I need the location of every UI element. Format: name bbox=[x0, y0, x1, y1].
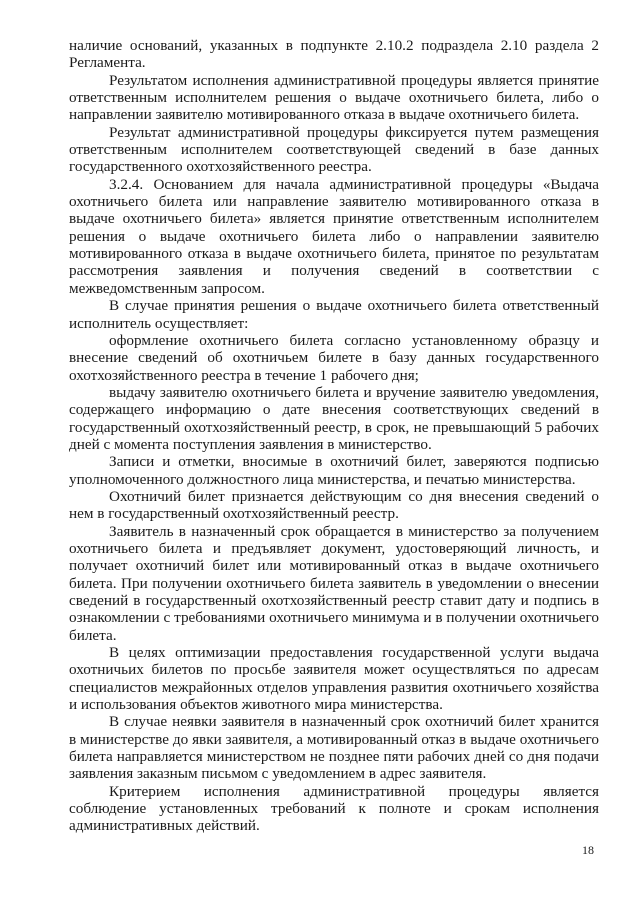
paragraph-result: Результатом исполнения административной процедуры является принятие ответственным исполнителем решения о выдаче охотничьего билета, либо о направлении заявителю мотивированного отказа в выдаче охотничьего билета. bbox=[69, 71, 599, 124]
paragraph-validity: Охотничий билет признается действующим со дня внесения сведений о нем в государственный охотхозяйственный реестр. bbox=[69, 487, 599, 523]
paragraph-criterion: Критерием исполнения административной процедуры является соблюдение установленных требований к полноте и срокам исполнения административных действий. bbox=[69, 782, 599, 835]
paragraph-issuance-notification: выдачу заявителю охотничьего билета и вручение заявителю уведомления, содержащего информацию о дате внесения соответствующих сведений в государственный охотхозяйственный реестр, в срок, не превышающий 5 рабочих дней с момента поступления заявления в министерство. bbox=[69, 383, 599, 453]
paragraph-records-certification: Записи и отметки, вносимые в охотничий билет, заверяются подписью уполномоченного должностного лица министерства, и печатью министерства. bbox=[69, 453, 599, 488]
paragraph-result-recording: Результат административной процедуры фиксируется путем размещения ответственным исполнителем соответствующей сведений в базе данных государственного охотхозяйственного реестра. bbox=[69, 123, 599, 176]
paragraph-issuance-registration: оформление охотничьего билета согласно установленному образцу и внесение сведений об охотничьем билете в базу данных государственного охотхозяйственного реестра в течение 1 рабочего дня; bbox=[69, 331, 599, 384]
paragraph-decision: В случае принятия решения о выдаче охотничьего билета ответственный исполнитель осуществляет: bbox=[69, 297, 599, 332]
paragraph-3-2-4: 3.2.4. Основанием для начала административной процедуры «Выдача охотничьего билета или направление заявителю мотивированного отказа в выдаче охотничьего билета» является принятие ответственным исполнителем решения о выдаче охотничьего билета либо о направлении заявителю мотивированного отказа в выдаче охотничьего билета, принятое по результатам рассмотрения заявления и получения сведений в соответствии с межведомственным запросом. bbox=[69, 175, 599, 297]
page-number: 18 bbox=[582, 843, 594, 857]
paragraph-continuation: наличие оснований, указанных в подпункте 2.10.2 подраздела 2.10 раздела 2 Регламента. bbox=[69, 37, 599, 72]
paragraph-applicant-receipt: Заявитель в назначенный срок обращается в министерство за получением охотничьего билета и предъявляет документ, удостоверяющий личность, и получает охотничий билет или мотивированный отказ в выдаче охотничьего билета. При получении охотничьего билета заявитель в уведомлении о внесении сведений в государственный охотхозяйственный реестр ставит дату и подпись в ознакомлении с требованиями охотничьего минимума и в получении охотничьего билета. bbox=[69, 522, 599, 644]
paragraph-optimization: В целях оптимизации предоставления государственной услуги выдача охотничьих билетов по просьбе заявителя может осуществляться по адресам специалистов межрайонных отделов управления развития охотничьего хозяйства и использования объектов животного мира министерства. bbox=[69, 644, 599, 714]
body-text bbox=[69, 37, 599, 835]
paragraph-no-show: В случае неявки заявителя в назначенный срок охотничий билет хранится в министерстве до явки заявителя, а мотивированный отказ в выдаче охотничьего билета направляется министерством не позднее пяти рабочих дней со дня подачи заявления заказным письмом с уведомлением в адрес заявителя. bbox=[69, 713, 599, 783]
